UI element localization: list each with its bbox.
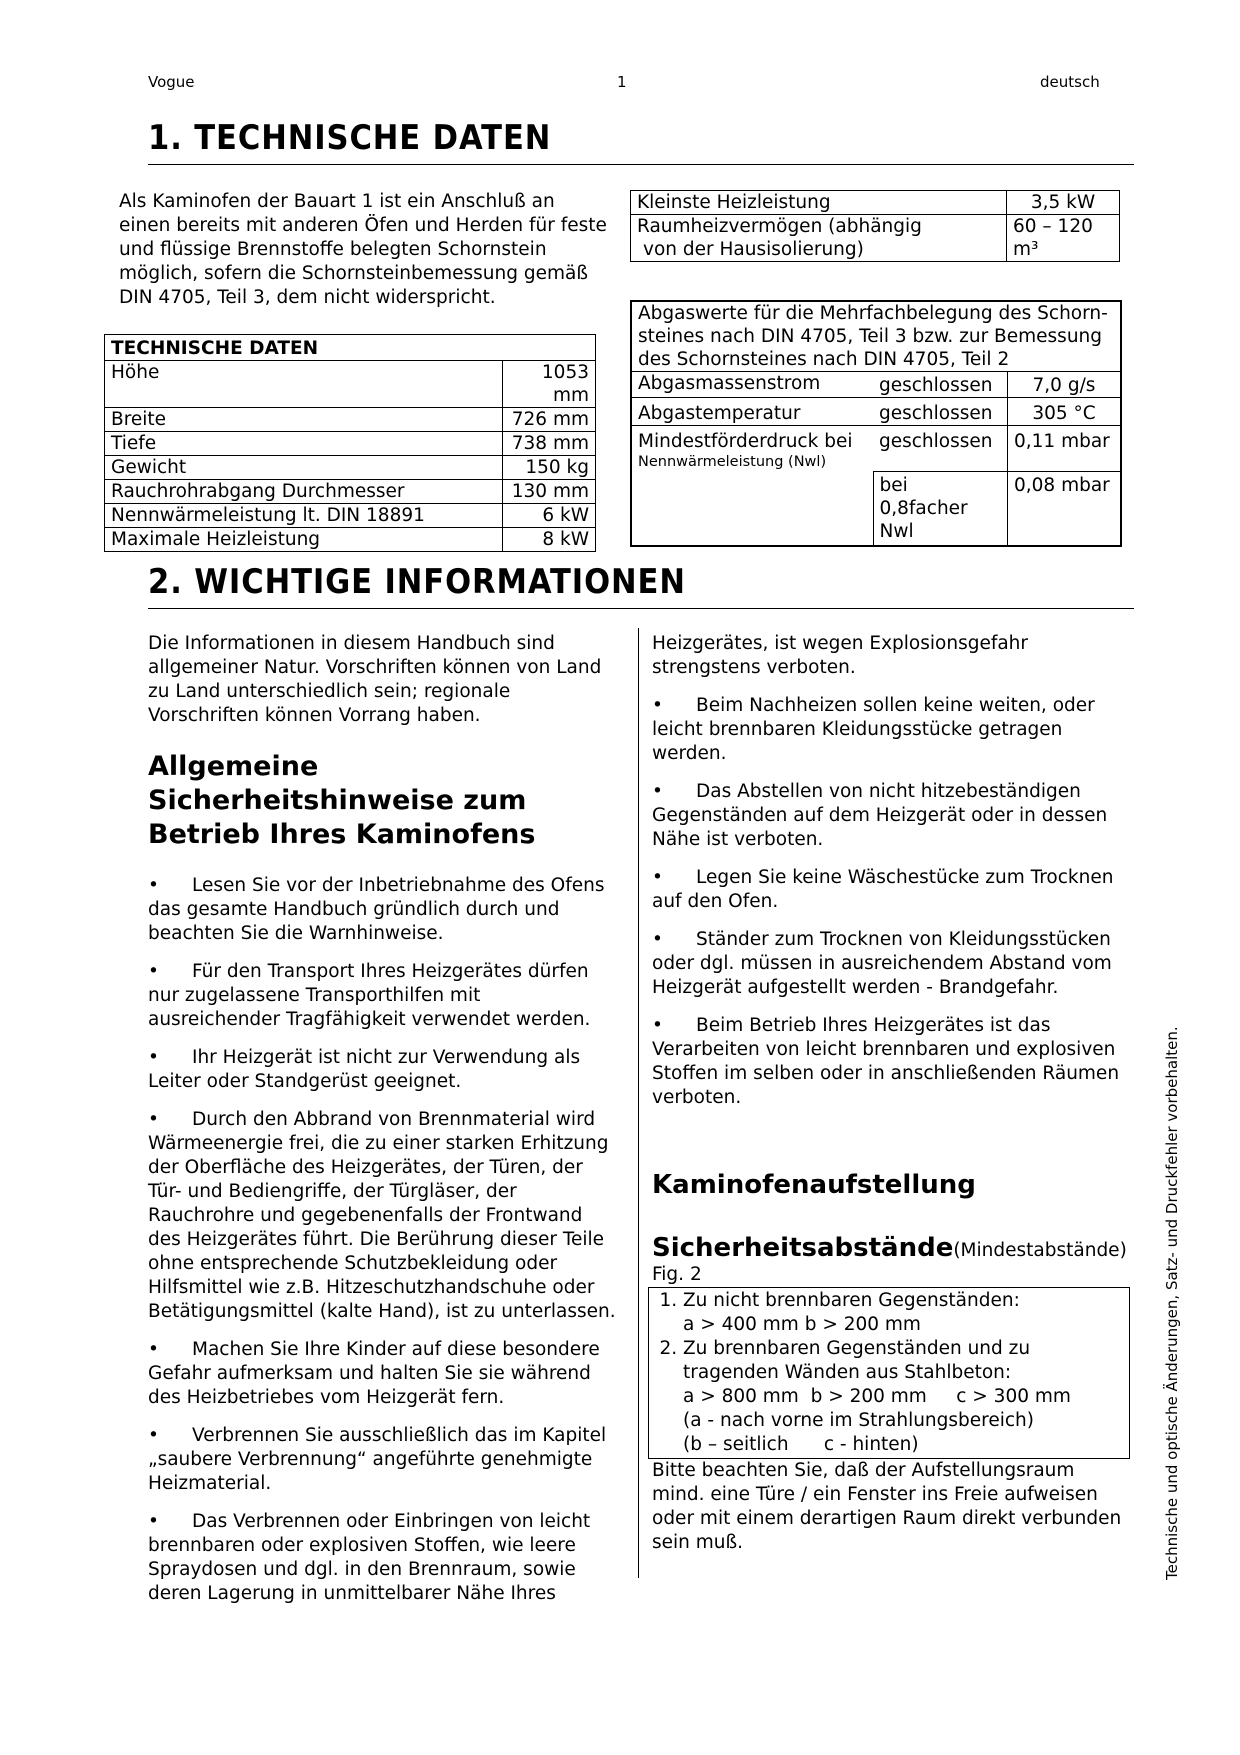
exhaust-row-state: geschlossen: [873, 372, 1008, 398]
tech-row-label: Nennwärmeleistung lt. DIN 18891: [105, 504, 503, 528]
exhaust-row-value: 0,08 mbar: [1008, 471, 1122, 546]
tech-data-table: [104, 334, 596, 552]
bullet-text: Das Abstellen von nicht hitzebeständigen Gegenständen auf dem Heizgerät oder in dessen Nähe ist verboten.: [652, 781, 1108, 850]
distance-heading-line: [652, 1233, 1127, 1263]
distance-item-text: 1. Zu nicht brennbaren Gegenständen:: [683, 1290, 1020, 1311]
tech-row-label: Höhe: [105, 361, 503, 408]
tech-row-value: 6 kW: [503, 504, 596, 528]
list-item: [148, 1338, 618, 1410]
list-item: [652, 928, 1122, 1000]
min-draft-label: Mindestförderdruck bei: [638, 431, 853, 452]
bullet: •: [148, 1339, 159, 1360]
tech-row-label: Breite: [105, 408, 503, 432]
figure-label: Fig. 2: [652, 1264, 702, 1285]
distance-item-text: 2. Zu brennbaren Gegenständen und zu tragenden Wänden aus Stahlbeton:: [683, 1338, 1031, 1383]
min-draft-sublabel: Nennwärmeleistung (Nwl): [638, 454, 827, 470]
continuation-text: Heizgerätes, ist wegen Explosionsgefahr strengstens verboten.: [652, 633, 1029, 678]
list-item: [148, 1108, 618, 1324]
tech-table-heading: TECHNISCHE DATEN: [105, 335, 596, 361]
section-2-intro: Die Informationen in diesem Handbuch sind allgemeiner Natur. Vorschriften können von Land zu Land unterschiedlich sein; regionale Vorschriften können Vorrang haben.: [148, 633, 602, 726]
room-heating-label-line1: Raumheizvermögen (abhängig: [637, 216, 922, 237]
bullet: •: [652, 1015, 663, 1036]
tech-row-value: 8 kW: [503, 528, 596, 552]
exhaust-row-value: 305 °C: [1008, 398, 1122, 426]
bullet: •: [148, 1425, 159, 1446]
bullet-text: Legen Sie keine Wäschestücke zum Trocknen auf den Ofen.: [652, 867, 1114, 912]
left-column: [148, 632, 618, 1620]
exhaust-row-label: Abgasmassenstrom: [631, 372, 873, 398]
bullet-text: Lesen Sie vor der Inbetriebnahme des Ofens das gesamte Handbuch gründlich durch und beachten Sie die Warnhinweise.: [148, 875, 605, 944]
exhaust-empty-cell: [631, 471, 873, 546]
bullet: •: [652, 929, 663, 950]
bullet-text: Für den Transport Ihres Heizgerätes dürfen nur zugelassene Transporthilfen mit ausreichender Tragfähigkeit verwendet werden.: [148, 961, 591, 1030]
tech-row-label: Rauchrohrabgang Durchmesser: [105, 480, 503, 504]
exhaust-row-label: Abgastemperatur: [631, 398, 873, 426]
min-heat-value: 3,5 kW: [1007, 191, 1120, 215]
list-item: [652, 1014, 1122, 1110]
bullet-text: Verbrennen Sie ausschließlich das im Kapitel „saubere Verbrennung“ angeführte genehmigte Heizmaterial.: [148, 1425, 607, 1494]
page-number: 1: [617, 73, 627, 91]
tech-row-value: 130 mm: [503, 480, 596, 504]
exhaust-row-state: bei 0,8facher Nwl: [873, 471, 1008, 546]
bullet-text: Beim Betrieb Ihres Heizgerätes ist das Verarbeiten von leicht brennbaren und explosiven Stoffen im selben oder in anschließenden Räumen verboten.: [652, 1015, 1120, 1108]
list-item: [652, 694, 1122, 766]
right-column: [652, 632, 1127, 1569]
bullet: •: [148, 1047, 159, 1068]
distance-note: (Mindestabstände): [953, 1240, 1127, 1261]
column-separator: [638, 628, 639, 1578]
room-heating-value-line2: m³: [1013, 239, 1039, 260]
bullet-text: Ständer zum Trocknen von Kleidungsstücken oder dgl. müssen in ausreichendem Abstand vom Heizgerät aufgestellt werden - Brandgefahr.: [652, 929, 1112, 998]
bullet: •: [148, 875, 159, 896]
tech-row-value: 1053 mm: [503, 361, 596, 408]
bullet-text: Ihr Heizgerät ist nicht zur Verwendung als Leiter oder Standgerüst geeignet.: [148, 1047, 581, 1092]
bullet: •: [652, 867, 663, 888]
bullet-text: Durch den Abbrand von Brennmaterial wird Wärmeenergie frei, die zu einer starken Erhitzung der Oberfläche des Heizgerätes, der Türen, der Tür- und Bediengriffe, der Türgläser, der Rauchrohre und gegebenenfalls der Frontwand des Heizgerätes führt. Die Berührung dieser Teile ohne entsprechende Schutzbekleidung oder Hilfsmittel wie z.B. Hitzeschutzhandschuhe oder Betätigungsmittel (kalte Hand), ist zu unterlassen.: [148, 1109, 616, 1322]
list-item: [652, 780, 1122, 852]
section-2-title: 2. WICHTIGE INFORMATIONEN: [148, 562, 686, 602]
distance-item-note: (a - nach vorne im Strahlungsbereich): [683, 1410, 1035, 1431]
bullet: •: [148, 961, 159, 982]
header-right: deutsch: [1040, 73, 1100, 91]
section-1-intro: Als Kaminofen der Bauart 1 ist ein Anschluß an einen bereits mit anderen Öfen und Herden für feste und flüssige Brennstoffe belegten Schornstein möglich, sofern die Schornsteinbemessung gemäß DIN 4705, Teil 3, dem nicht widerspricht.: [119, 191, 607, 308]
tech-row-value: 738 mm: [503, 432, 596, 456]
tech-row-value: 726 mm: [503, 408, 596, 432]
list-item: [652, 866, 1122, 914]
tech-row-label: Maximale Heizleistung: [105, 528, 503, 552]
bullet: •: [652, 695, 663, 716]
bullet: •: [148, 1511, 159, 1532]
header-left: Vogue: [148, 73, 195, 91]
side-disclaimer: Technische und optische Änderungen, Satz- und Druckfehler vorbehalten.: [1163, 1026, 1181, 1580]
exhaust-row-state: geschlossen: [873, 426, 1008, 472]
setup-heading: Kaminofenaufstellung: [652, 1170, 976, 1200]
list-item: [148, 960, 618, 1032]
heating-capacity-table: [630, 190, 1120, 262]
distance-item: [683, 1289, 1125, 1337]
distance-box: [648, 1287, 1130, 1459]
exhaust-row-label: [631, 426, 873, 472]
list-item: [148, 1046, 618, 1094]
tech-row-label: Gewicht: [105, 456, 503, 480]
distance-heading: Sicherheitsabstände: [652, 1233, 954, 1263]
section-1-title: 1. TECHNISCHE DATEN: [148, 118, 552, 158]
distance-item-values: a > 800 mm b > 200 mm c > 300 mm: [683, 1386, 1071, 1407]
distance-item: [683, 1337, 1125, 1457]
bullet-text: Beim Nachheizen sollen keine weiten, oder leicht brennbaren Kleidungsstücke getragen werden.: [652, 695, 1095, 764]
min-heat-label: Kleinste Heizleistung: [631, 191, 1007, 215]
room-heating-label-line2: von der Hausisolierung): [643, 239, 864, 260]
list-item: [148, 1424, 618, 1496]
room-heating-label: [631, 215, 1007, 262]
section-2-rule: [148, 608, 1134, 609]
distance-item-values: a > 400 mm b > 200 mm: [683, 1314, 921, 1335]
tech-row-label: Tiefe: [105, 432, 503, 456]
room-heating-value: [1007, 215, 1120, 262]
exhaust-row-state: geschlossen: [873, 398, 1008, 426]
bullet-text: Das Verbrennen oder Einbringen von leicht brennbaren oder explosiven Stoffen, wie leere Spraydosen und dgl. in den Brennraum, sowie deren Lagerung in unmittelbarer Nähe Ihres: [148, 1511, 591, 1604]
safety-subheading: Allgemeine Sicherheitshinweise zum Betrieb Ihres Kaminofens: [148, 751, 536, 850]
tech-row-value: 150 kg: [503, 456, 596, 480]
exhaust-heading: Abgaswerte für die Mehrfachbelegung des Schorn-steines nach DIN 4705, Teil 3 bzw. zur Bemessung des Schornsteines nach DIN 4705, Teil 2: [631, 301, 1121, 372]
bullet: •: [148, 1109, 159, 1130]
exhaust-row-value: 7,0 g/s: [1008, 372, 1122, 398]
room-heating-value-line1: 60 – 120: [1013, 216, 1093, 237]
exhaust-row-value: 0,11 mbar: [1008, 426, 1122, 472]
list-item: [148, 874, 618, 946]
section-1-rule: [148, 164, 1134, 165]
exhaust-values-table: [630, 300, 1122, 547]
bullet-text: Machen Sie Ihre Kinder auf diese besondere Gefahr aufmerksam und halten Sie sie während des Heizbetriebes vom Heizgerät fern.: [148, 1339, 600, 1408]
distance-item-note: (b – seitlich c - hinten): [683, 1434, 919, 1455]
bullet: •: [652, 781, 663, 802]
closing-text: Bitte beachten Sie, daß der Aufstellungsraum mind. eine Türe / ein Fenster ins Freie aufweisen oder mit einem derartigen Raum direkt verbunden sein muß.: [652, 1460, 1122, 1553]
list-item: [148, 1510, 618, 1606]
